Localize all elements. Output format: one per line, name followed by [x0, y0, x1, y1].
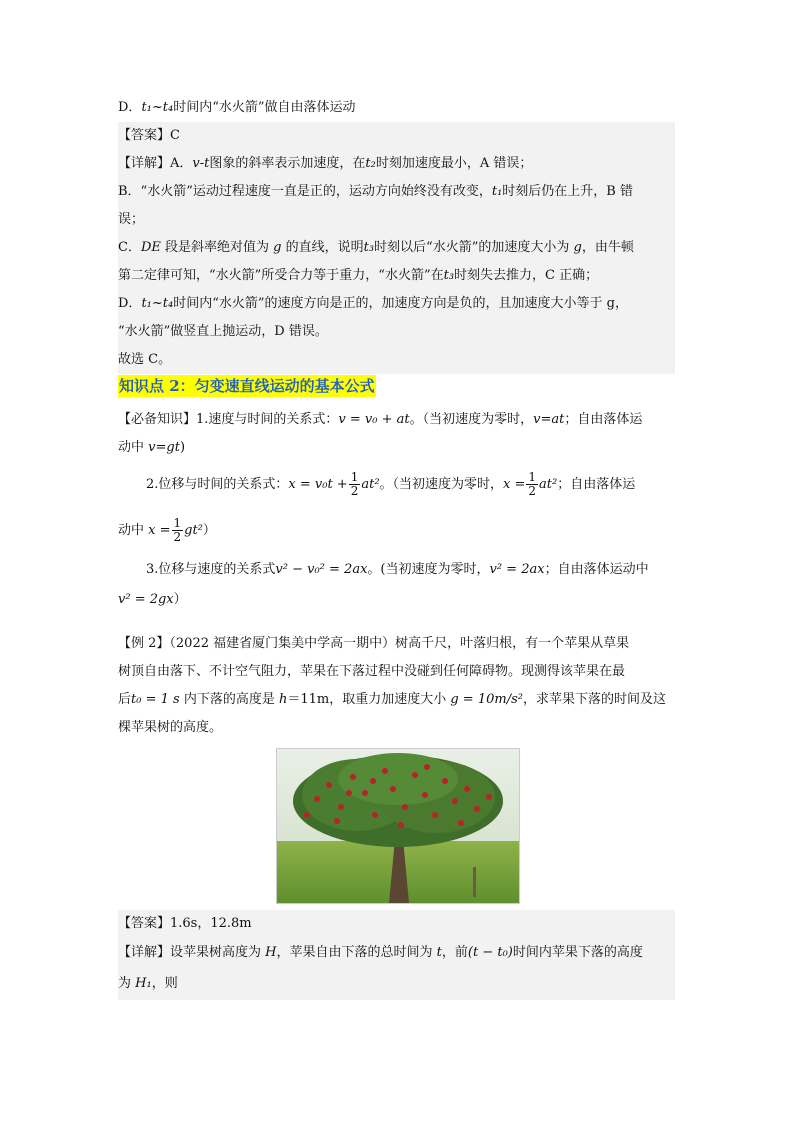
- apple-tree-image: [276, 748, 520, 904]
- detail-c-line2: 第二定律可知，“水火箭”所受合力等于重力，“水火箭”在t₃时刻失去推力，C 正确；: [118, 268, 599, 283]
- example-2: [118, 630, 675, 742]
- knowledge-heading: 知识点 2：匀变速直线运动的基本公式: [119, 377, 375, 395]
- answer2-detail-line1: 【详解】设苹果树高度为 H，苹果自由下落的总时间为 t，前(t − t₀)时间内苹果下落的高度: [118, 945, 643, 960]
- formula-1-line1: 【必备知识】1.速度与时间的关系式：v = v₀ + at。（当初速度为零时，v=at；自由落体运: [118, 412, 643, 427]
- answer2-line: 【答案】1.6s，12.8m: [118, 916, 252, 931]
- fraction-half: $\frac{1}{2}$: [173, 516, 182, 544]
- example-line2: 树顶自由落下、不计空气阻力，苹果在下落过程中没碰到任何障碍物。现测得该苹果在最: [118, 664, 626, 679]
- answer-block-1: [118, 122, 675, 374]
- option-d-text: 时间内“水火箭”做自由落体运动: [173, 100, 356, 115]
- formula-section: [118, 406, 675, 614]
- detail-d-line2: “水火箭”做竖直上抛运动，D 错误。: [118, 324, 328, 339]
- detail-c-line1: C．DE 段是斜率绝对值为 g 的直线，说明t₃时刻以后“水火箭”的加速度大小为 g，由牛顿: [118, 240, 634, 255]
- detail-a-line: 【详解】A．v-t图象的斜率表示加速度，在t₂时刻加速度最小，A 错误；: [118, 156, 533, 171]
- example-line1: 【例 2】（2022 福建省厦门集美中学高一期中）树高千尺，叶落归根，有一个苹果从草果: [118, 636, 630, 651]
- formula-3-line2: v² = 2gx）: [118, 592, 187, 607]
- knowledge-heading-row: [118, 374, 675, 402]
- detail-b-line1: B．“水火箭”运动过程速度一直是正的，运动方向始终没有改变，t₁时刻后仍在上升，B 错: [118, 184, 633, 199]
- example-line4: 棵苹果树的高度。: [118, 720, 223, 735]
- detail-d-line1: D．t₁~t₄时间内“水火箭”的速度方向是正的，加速度方向是负的，且加速度大小等于 g，: [118, 296, 628, 311]
- answer2-detail-line2: 为 H₁，则: [118, 976, 178, 991]
- formula-1-line2: 动中 v=gt): [118, 440, 186, 455]
- choose-line: 故选 C。: [118, 352, 172, 367]
- detail-b-line2: 误；: [118, 212, 145, 227]
- time-range: t₁~t₄: [141, 100, 174, 115]
- example-line3: 后t₀ = 1 s 内下落的高度是 h＝11m，取重力加速度大小 g = 10m/s²，求苹果下落的时间及这: [118, 692, 666, 707]
- answer-line: 【答案】C: [118, 128, 180, 143]
- option-d-lead: D．: [118, 100, 142, 115]
- fraction-half: $\frac{1}{2}$: [350, 470, 359, 498]
- fraction-half: $\frac{1}{2}$: [528, 470, 537, 498]
- formula-3-line1: 3.位移与速度的关系式v² − v₀² = 2ax。(当初速度为零时，v² = 2ax；自由落体运动中: [146, 562, 649, 577]
- option-d-line: [118, 94, 675, 122]
- formula-2-line2: 动中 x = $\frac{1}{2}$ gt²）: [118, 516, 216, 544]
- formula-2-line1: 2.位移与时间的关系式：x = v₀t + $\frac{1}{2}$ at²。（当初速度为零时，x = $\frac{1}{2}$ at²；自由落体运: [146, 470, 636, 498]
- answer-block-2: [118, 910, 675, 1000]
